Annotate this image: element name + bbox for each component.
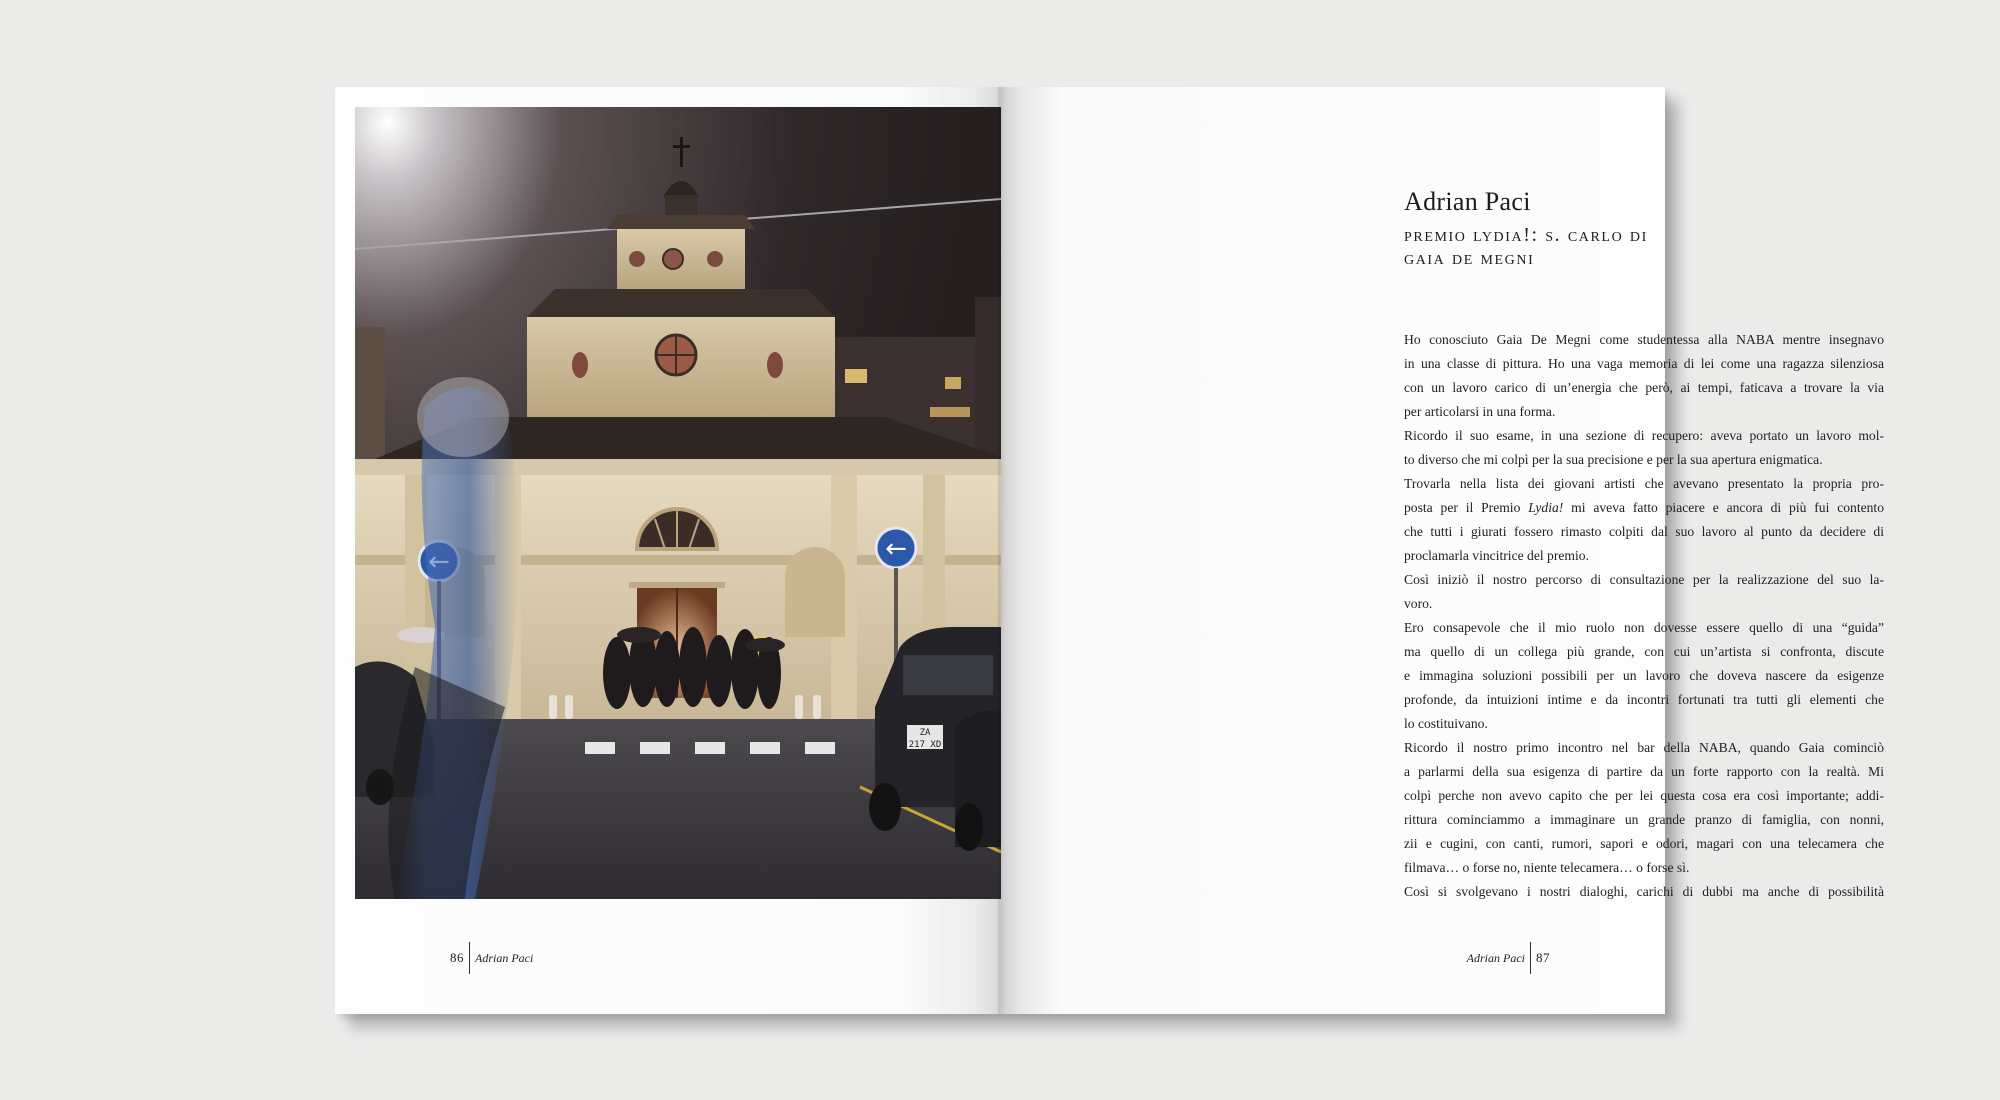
body-line: e immagina soluzioni possibili per un lavoro che doveva nascere da esigenze [1404, 668, 1884, 683]
page-number-86: 86 [450, 950, 464, 965]
body-line: Ricordo il suo esame, in una sezione di recupero: aveva portato un lavoro mol- [1404, 428, 1884, 443]
body-paragraph [1404, 568, 1884, 616]
article-body [1404, 328, 1884, 904]
left-page [335, 87, 1001, 1014]
body-line: a parlarmi della sua esigenza di partire da un forte rapporto con la realtà. Mi [1404, 764, 1884, 779]
body-line: proclamarla vincitrice del premio. [1404, 548, 1589, 563]
body-line: Ero consapevole che il mio ruolo non dovesse essere quello di una “guida” [1404, 620, 1884, 635]
book-gutter [998, 87, 1005, 1014]
folio-divider [1530, 942, 1531, 974]
body-line: Trovarla nella lista dei giovani artisti che avevano presentato la propria pro- [1404, 476, 1884, 491]
body-line: rittura cominciammo a immaginare un grande pranzo di famiglia, con nonni, [1404, 812, 1884, 827]
body-line: profonde, da intuizioni intime e da incontri fortunati tra tutti gli elementi che [1404, 692, 1884, 707]
body-line: posta per il Premio Lydia! mi aveva fatto piacere e ancora di più fui contento [1404, 500, 1884, 515]
body-paragraph [1404, 424, 1884, 472]
body-line: con un lavoro carico di un’energia che però, ai tempi, faticava a trovare la via [1404, 380, 1884, 395]
folio-divider [469, 942, 470, 974]
body-paragraph [1404, 736, 1884, 880]
body-line: colpì perche non avevo capito che per lei questa cosa era così importante; addi- [1404, 788, 1884, 803]
running-head-author: Adrian Paci [1466, 950, 1525, 965]
body-paragraph [1404, 472, 1884, 568]
page-number-87: 87 [1536, 950, 1550, 965]
body-paragraph [1404, 880, 1884, 904]
body-paragraph [1404, 328, 1884, 424]
body-line: Ho conosciuto Gaia De Megni come studentessa alla NABA mentre insegnavo [1404, 332, 1884, 347]
plate-line-2: 217 XD [908, 740, 942, 750]
body-line: to diverso che mi colpì per la sua precisione e per la sua apertura enigmatica. [1404, 452, 1823, 467]
church-night-photo [355, 107, 1001, 899]
body-line: lo costituivano. [1404, 716, 1488, 731]
book-spread [335, 87, 1884, 1014]
body-line: per articolarsi in una forma. [1404, 404, 1556, 419]
right-page [1001, 87, 1884, 1014]
body-line: Ricordo il nostro primo incontro nel bar della NABA, quando Gaia cominciò [1404, 740, 1884, 755]
body-line: che tutti i giurati fossero rimasto colpiti dal suo lavoro al punto da decidere di [1404, 524, 1884, 539]
body-line: in una classe di pittura. Ho una vaga memoria di lei come una ragazza silenziosa [1404, 356, 1884, 371]
folio-left [450, 942, 533, 974]
folio-right [1467, 942, 1550, 974]
plate-line-1: ZA [919, 728, 931, 738]
running-head-author: Adrian Paci [475, 950, 534, 965]
body-paragraph [1404, 616, 1884, 736]
body-line: zii e cugini, con canti, rumori, sapori e odori, magari con una telecamera che [1404, 836, 1884, 851]
body-line: ma quello di un collega più grande, con cui un’artista si confronta, discute [1404, 644, 1884, 659]
body-line: filmava… o forse no, niente telecamera… o forse sì. [1404, 860, 1690, 875]
sign-right-arrow: ← [885, 534, 907, 564]
body-line: Così si svolgevano i nostri dialoghi, carichi di dubbi ma anche di possibilità [1404, 884, 1884, 899]
article-title: premio lydia!: s. carlo di gaia de megni [1404, 224, 1648, 269]
body-line: voro. [1404, 596, 1433, 611]
article-author: Adrian Paci [1404, 187, 1531, 216]
body-line: Così iniziò il nostro percorso di consultazione per la realizzazione del suo la- [1404, 572, 1884, 587]
